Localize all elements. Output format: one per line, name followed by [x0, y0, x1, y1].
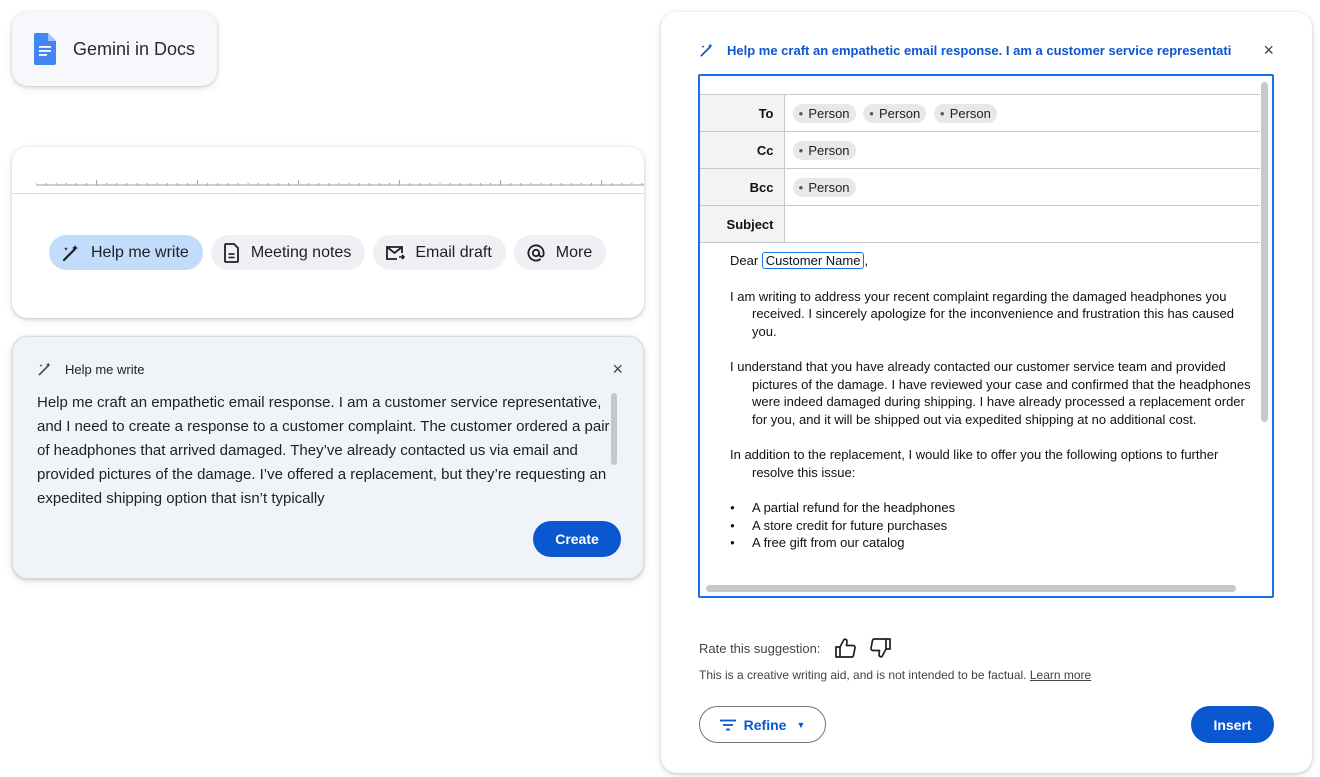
subject-field[interactable]: [784, 206, 1260, 243]
learn-more-link[interactable]: Learn more: [1029, 668, 1092, 682]
greeting: [730, 252, 1255, 270]
person-chip[interactable]: [863, 104, 926, 123]
help-me-write-title: Help me write: [65, 361, 145, 377]
person-name: Person: [808, 179, 850, 195]
disclaimer: [699, 668, 1091, 682]
thumbs-down-icon[interactable]: [870, 638, 892, 658]
greeting-prefix: Dear: [730, 253, 762, 268]
vertical-scrollbar[interactable]: [1261, 82, 1268, 422]
person-icon: ●: [798, 182, 804, 192]
close-icon[interactable]: ×: [612, 359, 623, 379]
person-chip[interactable]: [793, 141, 856, 160]
ruler-divider: [12, 193, 644, 194]
disclaimer-text: This is a creative writing aid, and is not intended to be factual.: [699, 668, 1027, 682]
email-draft-preview[interactable]: [698, 74, 1274, 598]
person-chip[interactable]: [793, 104, 856, 123]
list-item: ● A store credit for future purchases: [730, 517, 1255, 535]
email-header-table: [700, 94, 1260, 243]
refine-icon: [720, 719, 736, 731]
meeting-notes-chip[interactable]: [211, 235, 366, 270]
insert-button[interactable]: Insert: [1191, 706, 1274, 743]
options-list: [730, 499, 1255, 552]
email-draft-chip[interactable]: [373, 235, 505, 270]
email-body[interactable]: [730, 252, 1255, 552]
ruler: [36, 175, 644, 195]
cc-label: Cc: [700, 132, 784, 169]
close-icon[interactable]: ×: [1263, 40, 1274, 60]
pen-sparkle-icon: [699, 42, 715, 58]
person-name: Person: [808, 142, 850, 158]
cc-field[interactable]: [784, 132, 1260, 169]
person-icon: ●: [939, 108, 945, 118]
suggestion-panel: [661, 12, 1312, 773]
rate-suggestion: [699, 638, 892, 658]
list-item: ● A free gift from our catalog: [730, 534, 1255, 552]
customer-name-chip[interactable]: Customer Name: [762, 252, 865, 269]
help-me-write-chip[interactable]: [49, 235, 203, 270]
panel-header: [699, 42, 1239, 58]
paragraph: I am writing to address your recent complaint regarding the damaged headphones you received. I sincerely apologize for the inconvenience and frustration this has caused you.: [730, 288, 1235, 339]
help-me-write-header: [37, 361, 144, 377]
person-icon: ●: [798, 108, 804, 118]
refine-button[interactable]: [699, 706, 826, 743]
at-sign-icon: [526, 243, 546, 263]
person-name: Person: [808, 105, 850, 121]
feature-chips: [49, 235, 606, 270]
to-field[interactable]: [784, 95, 1260, 132]
chip-label: Help me write: [91, 243, 189, 261]
refine-label: Refine: [743, 716, 787, 733]
paragraph: I understand that you have already contacted our customer service team and provided pictures of the damage. I have reviewed your case and confirmed that the headphones were indeed damaged during shipping. I have already processed a replacement order for you, and it will be shipped out via expedited shipping at no additional cost.: [730, 359, 1251, 427]
person-name: Person: [949, 105, 991, 121]
card-title: Gemini in Docs: [73, 38, 196, 59]
subject-label: Subject: [700, 206, 784, 243]
panel-prompt-title: Help me craft an empathetic email response. I am a customer service representati: [727, 42, 1232, 58]
create-button[interactable]: Create: [533, 521, 621, 557]
thumbs-up-icon[interactable]: [834, 638, 856, 658]
chevron-down-icon: ▼: [796, 719, 806, 730]
paragraph: In addition to the replacement, I would like to offer you the following options to further resolve this issue:: [730, 447, 1219, 480]
docs-toolbar-card: [12, 147, 644, 318]
horizontal-scrollbar[interactable]: [706, 585, 1236, 592]
gemini-in-docs-card: [12, 12, 217, 86]
person-icon: ●: [869, 108, 875, 118]
chip-label: Meeting notes: [250, 243, 352, 261]
chip-label: Email draft: [415, 243, 492, 261]
prompt-textarea[interactable]: Help me craft an empathetic email response. I am a customer service representative, and I need to create a response to a customer complaint. The customer ordered a pair of headphones that arrived damaged. They’ve already contacted us via email and provided pictures of the damage. I’ve offered a replacement, but they’re requesting an expedited shipping option that isn’t typically: [37, 394, 610, 507]
person-icon: ●: [798, 145, 804, 155]
more-chip[interactable]: [514, 235, 606, 270]
person-chip[interactable]: [793, 178, 856, 197]
pen-sparkle-icon: [61, 243, 81, 263]
person-chip[interactable]: [934, 104, 997, 123]
person-name: Person: [879, 105, 921, 121]
help-me-write-card: [12, 336, 644, 579]
chip-label: More: [555, 243, 593, 261]
pen-sparkle-icon: [37, 361, 53, 377]
google-docs-icon: [34, 33, 56, 65]
email-icon: [385, 244, 405, 262]
bcc-label: Bcc: [700, 169, 784, 206]
rate-label: Rate this suggestion:: [699, 640, 821, 656]
list-item: ● A partial refund for the headphones: [730, 499, 1255, 517]
to-label: To: [700, 95, 784, 132]
bcc-field[interactable]: [784, 169, 1260, 206]
document-icon: [223, 243, 241, 263]
prompt-scrollbar[interactable]: [611, 393, 617, 465]
greeting-suffix: ,: [864, 253, 869, 268]
